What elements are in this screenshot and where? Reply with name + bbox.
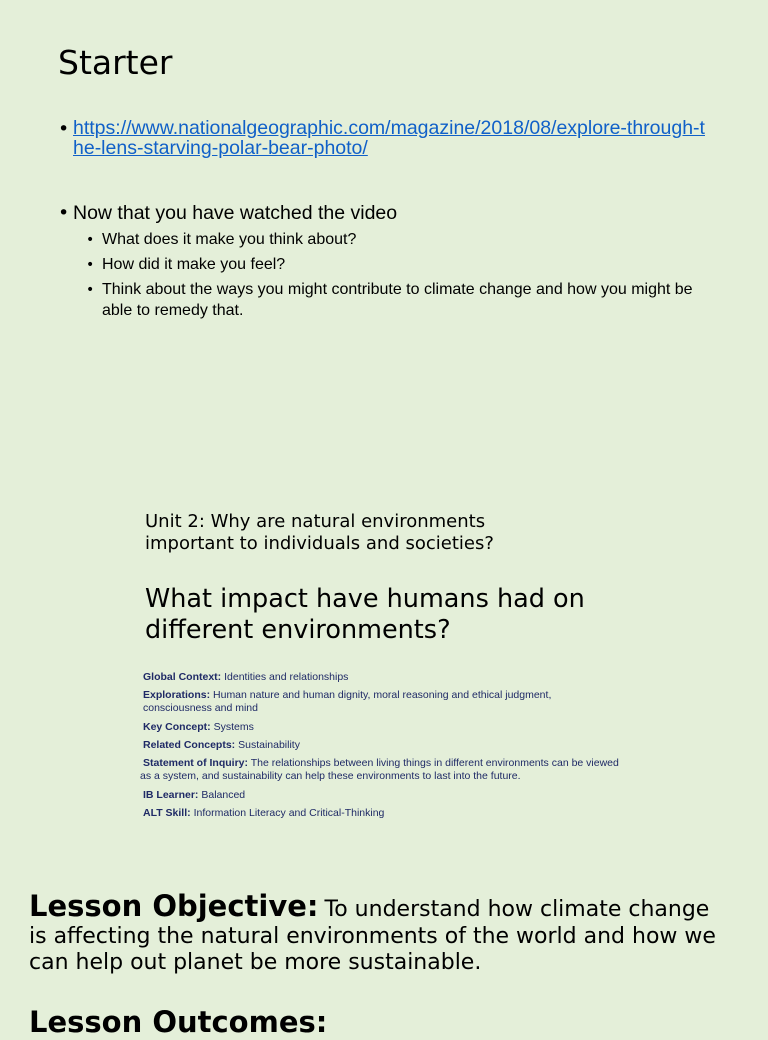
- unit-key-question: What impact have humans had on different environments?: [145, 584, 585, 645]
- lesson-objective: [29, 889, 729, 977]
- info-related-concepts: [143, 739, 300, 752]
- info-value: Human nature and human dignity, moral reasoning and ethical judgment, consciousness and mind: [143, 689, 552, 714]
- unit-title: Unit 2: Why are natural environments important to individuals and societies?: [145, 511, 494, 554]
- info-label: Explorations:: [143, 689, 211, 701]
- sub-bullet-dot-icon: •: [86, 257, 95, 273]
- starter-video-link[interactable]: https://www.nationalgeographic.com/magazine/2018/08/explore-through-the-lens-starving-polar-bear-photo/: [73, 117, 705, 159]
- outcomes-heading: Lesson Outcomes:: [29, 1005, 328, 1039]
- info-label: Global Context:: [143, 671, 222, 683]
- info-explorations: [143, 689, 593, 715]
- info-alt-skill: [143, 807, 384, 820]
- sub-bullet-dot-icon: •: [86, 282, 95, 298]
- starter-title: Starter: [58, 43, 173, 82]
- objective-heading: Lesson Objective:: [29, 889, 319, 923]
- objective-text: To understand how climate change is affecting the natural environments of the world and how we can help out planet be more sustainable.: [29, 897, 716, 975]
- info-value: Balanced: [201, 789, 246, 801]
- info-label: Key Concept:: [143, 721, 211, 733]
- info-value: Sustainability: [238, 739, 300, 751]
- sub-bullet-dot-icon: •: [86, 232, 95, 248]
- info-label: Related Concepts:: [143, 739, 236, 751]
- question-item: Think about the ways you might contribute to climate change and how you might be able to remedy that.: [102, 281, 693, 319]
- info-statement-of-inquiry: [140, 757, 620, 783]
- info-label: ALT Skill:: [143, 807, 191, 819]
- bullet-dot-icon: •: [58, 118, 70, 140]
- info-value: Systems: [213, 721, 254, 733]
- info-key-concept: [143, 721, 254, 734]
- info-value: Information Literacy and Critical-Thinking: [193, 807, 385, 819]
- info-global-context: [143, 671, 348, 684]
- info-value: The relationships between living things in different environments can be viewed as a system, and sustainability can help these environments to last into the future.: [140, 757, 619, 782]
- info-ib-learner: [143, 789, 245, 802]
- video-intro-text: Now that you have watched the video: [73, 202, 398, 224]
- question-item: What does it make you think about?: [102, 231, 357, 248]
- info-label: IB Learner:: [143, 789, 199, 801]
- question-item: How did it make you feel?: [102, 256, 286, 273]
- info-label: Statement of Inquiry:: [143, 757, 249, 769]
- bullet-dot-icon: •: [58, 202, 70, 224]
- info-value: Identities and relationships: [224, 671, 349, 683]
